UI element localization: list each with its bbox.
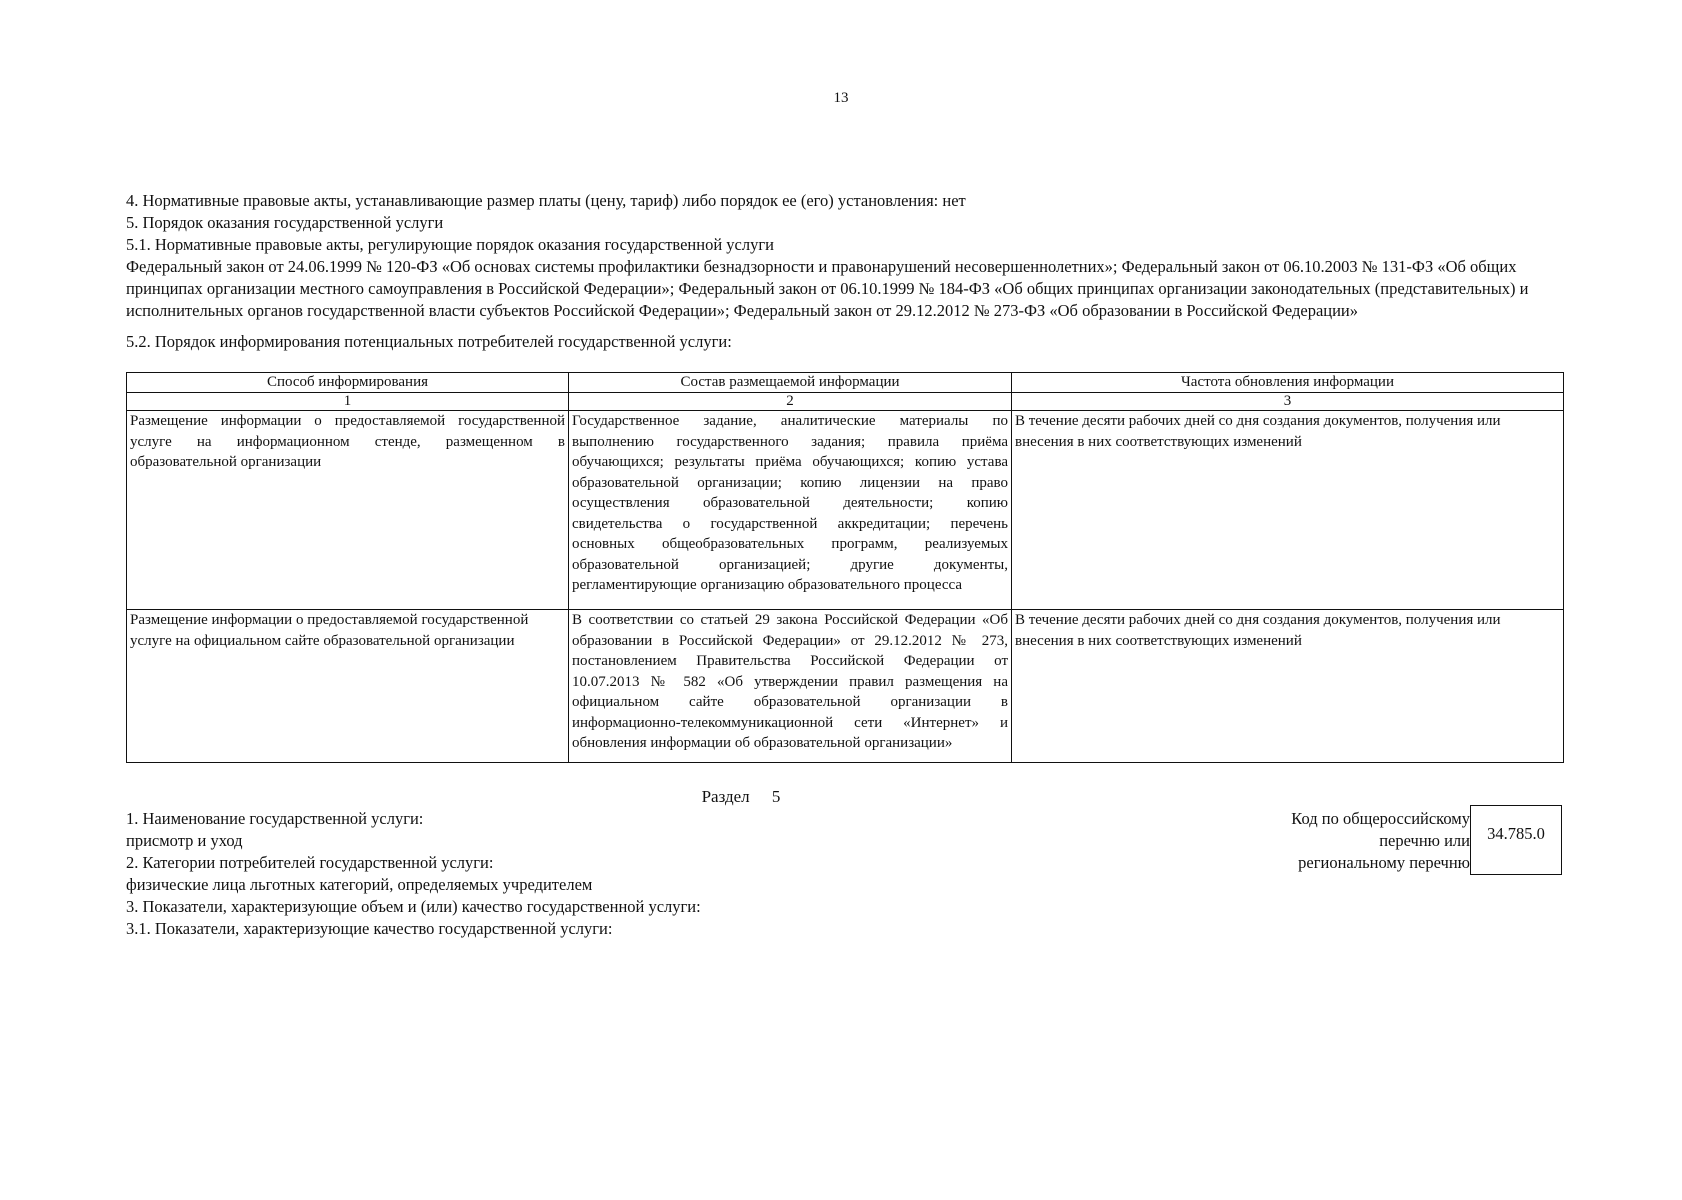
header-content: Состав размещаемой информации <box>569 373 1012 393</box>
col-number: 1 <box>127 393 569 411</box>
code-value-box: 34.785.0 <box>1470 805 1562 875</box>
cell-method: Размещение информации о предоставляемой государственной услуге на официальном сайте образовательной организации <box>127 610 569 763</box>
code-label-line: Код по общероссийскому <box>1291 809 1470 828</box>
cell-method: Размещение информации о предоставляемой государственной услуге на информационном стенде, размещенном в образовательной организации <box>127 411 569 610</box>
paragraph-5-2: 5.2. Порядок информирования потенциальных потребителей государственной услуги: <box>126 332 732 351</box>
cell-frequency: В течение десяти рабочих дней со дня создания документов, получения или внесения в них соответствующих изменений <box>1012 411 1564 610</box>
col-number: 3 <box>1012 393 1564 411</box>
section-heading <box>0 787 1482 807</box>
intro-section <box>126 190 1566 353</box>
code-label <box>1240 808 1470 874</box>
quality-indicators-label: 3.1. Показатели, характеризующие качество государственной услуги: <box>126 919 613 938</box>
laws-list: Федеральный закон от 24.06.1999 № 120-ФЗ «Об основах системы профилактики безнадзорности и правонарушений несовершеннолетних»; Федеральный закон от 06.10.2003 № 131-ФЗ «Об общих принципах организации местного самоуправления в Российской Федерации»; Федеральный закон от 06.10.1999 № 184-ФЗ «Об общих принципах организации законодательных (представительных) и исполнительных органов государственной власти субъектов Российской Федерации»; Федеральный закон от 29.12.2012 № 273-ФЗ «Об образовании в Российской Федерации» <box>126 257 1529 320</box>
table-row <box>127 411 1564 610</box>
section-number: 5 <box>771 787 781 806</box>
cell-content: В соответствии со статьей 29 закона Российской Федерации «Об образовании в Российской Федерации» от 29.12.2012 № 273, постановлением Правительства Российской Федерации от 10.07.2013 № 582 «Об утверждении правил размещения на официальном сайте образовательной организации в информационно-телекоммуникационной сети «Интернет» и обновления информации об образовательной организации» <box>569 610 1012 763</box>
table-header-row <box>127 373 1564 393</box>
header-frequency: Частота обновления информации <box>1012 373 1564 393</box>
service-section <box>126 808 886 940</box>
service-name-label: 1. Наименование государственной услуги: <box>126 809 424 828</box>
table-row <box>127 610 1564 763</box>
informing-table <box>126 372 1564 763</box>
paragraph-5-1: 5.1. Нормативные правовые акты, регулирующие порядок оказания государственной услуги <box>126 235 774 254</box>
cell-frequency: В течение десяти рабочих дней со дня создания документов, получения или внесения в них соответствующих изменений <box>1012 610 1564 763</box>
consumers-value: физические лица льготных категорий, определяемых учредителем <box>126 875 593 894</box>
col-number: 2 <box>569 393 1012 411</box>
section-label: Раздел <box>701 787 750 806</box>
paragraph-4: 4. Нормативные правовые акты, устанавливающие размер платы (цену, тариф) либо порядок ее (его) установления: нет <box>126 191 966 210</box>
code-label-line: региональному перечню <box>1298 853 1470 872</box>
header-method: Способ информирования <box>127 373 569 393</box>
page-number: 13 <box>833 90 849 106</box>
cell-content: Государственное задание, аналитические материалы по выполнению государственного задания; правила приёма обучающихся; результаты приёма обучающихся; копию устава образовательной организации; копию лицензии на право осуществления образовательной деятельности; копию свидетельства о государственной аккредитации; перечень основных общеобразовательных программ, реализуемых образовательной организацией; другие документы, регламентирующие организацию образовательного процесса <box>569 411 1012 610</box>
paragraph-5: 5. Порядок оказания государственной услуги <box>126 213 444 232</box>
table-number-row <box>127 393 1564 411</box>
indicators-label: 3. Показатели, характеризующие объем и (или) качество государственной услуги: <box>126 897 701 916</box>
consumers-label: 2. Категории потребителей государственной услуги: <box>126 853 494 872</box>
service-name-value: присмотр и уход <box>126 831 243 850</box>
code-label-line: перечню или <box>1379 831 1470 850</box>
